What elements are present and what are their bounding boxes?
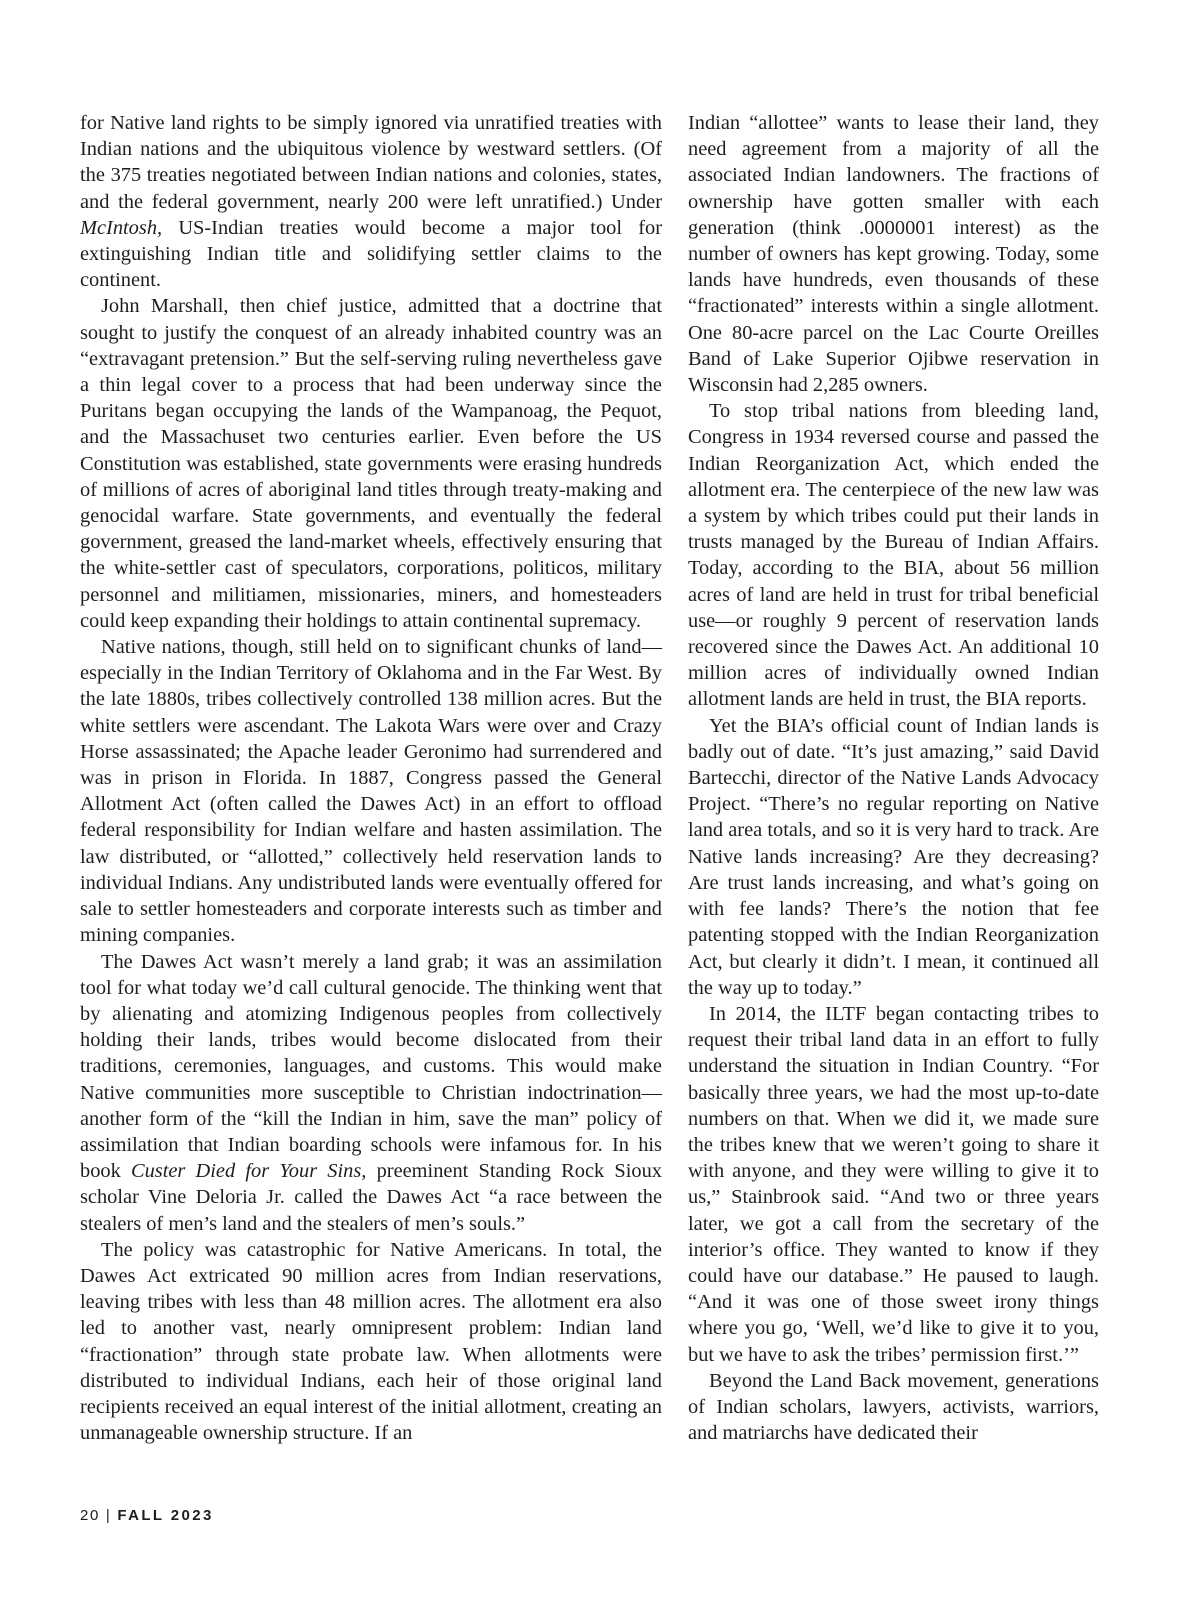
body-paragraph xyxy=(80,634,662,948)
body-paragraph xyxy=(688,398,1099,712)
page-footer xyxy=(80,1507,214,1524)
paragraph-text: The policy was catastrophic for Native Americans. In total, the Dawes Act extricated 90 million acres from Indian reservations, leaving tribes with less than 48 million acres. The allotment era also led to another vast, nearly omnipresent problem: Indian land “fractionation” through state probate law. When allotments were distributed to individual Indians, each heir of those original land recipients received an equal interest of the initial allotment, creating an unmanageable ownership structure. If an xyxy=(80,1238,662,1445)
paragraph-text: In 2014, the ILTF began contacting tribes to request their tribal land data in an effort to fully understand the situation in Indian Country. “For basically three years, we had the most up-to-date numbers on that. When we did it, we made sure the tribes knew that we weren’t going to share it with anyone, and they were willing to give it to us,” Stainbrook said. “And two or three years later, we got a call from the secretary of the interior’s office. They wanted to know if they could have our database.” He paused to laugh. “And it was one of those sweet irony things where you go, ‘Well, we’d like to give it to you, but we have to ask the tribes’ permission first.’” xyxy=(688,1002,1099,1366)
body-paragraph xyxy=(688,110,1099,398)
italic-title-text: McIntosh, xyxy=(80,216,163,239)
body-paragraph xyxy=(80,293,662,634)
body-paragraph xyxy=(80,949,662,1237)
paragraph-text: for Native land rights to be simply ignored via unratified treaties with Indian nations and the ubiquitous violence by westward settlers. (Of the 375 treaties negotiated between Indian nations and colonies, states, and the federal government, nearly 200 were left unratified.) Under xyxy=(80,112,662,213)
paragraph-text: Native nations, though, still held on to significant chunks of land—especially in the Indian Territory of Oklahoma and in the Far West. By the late 1880s, tribes collectively controlled 138 million acres. But the white settlers were ascendant. The Lakota Wars were over and Crazy Horse assassinated; the Apache leader Geronimo had surrendered and was in prison in Florida. In 1887, Congress passed the General Allotment Act (often called the Dawes Act) in an effort to offload federal responsibility for Indian welfare and hasten assimilation. The law distributed, or “allotted,” collectively held reservation lands to individual Indians. Any undistributed lands were eventually offered for sale to settler homesteaders and corporate interests such as timber and mining companies. xyxy=(80,636,662,947)
page-number: 20 xyxy=(80,1507,100,1524)
paragraph-text: US-Indian treaties would become a major tool for extinguishing Indian title and solidifying settler claims to the continent. xyxy=(80,216,662,292)
body-paragraph xyxy=(688,1368,1099,1447)
body-paragraph xyxy=(688,1001,1099,1368)
body-paragraph xyxy=(80,110,662,293)
paragraph-text: John Marshall, then chief justice, admitted that a doctrine that sought to justify the conquest of an already inhabited country was an “extravagant pretension.” But the self-serving ruling nevertheless gave a thin legal cover to a process that had been underway since the Puritans began occupying the lands of the Wampanoag, the Pequot, and the Massachuset two centuries earlier. Even before the US Constitution was established, state governments were erasing hundreds of millions of acres of aboriginal land titles through treaty-making and genocidal warfare. State governments, and eventually the federal government, greased the land-market wheels, effectively ensuring that the white-settler cast of speculators, corporations, politicos, military personnel and militiamen, missionaries, miners, and homesteaders could keep expanding their holdings to attain continental supremacy. xyxy=(80,295,662,632)
paragraph-text: Beyond the Land Back movement, generations of Indian scholars, lawyers, activists, warriors, and matriarchs have dedicated their xyxy=(688,1369,1099,1445)
right-text-column xyxy=(688,110,1099,1446)
paragraph-text: The Dawes Act wasn’t merely a land grab; it was an assimilation tool for what today we’d call cultural genocide. The thinking went that by alienating and atomizing Indigenous peoples from collectively holding their lands, tribes would become dislocated from their traditions, ceremonies, languages, and customs. This would make Native communities more susceptible to Christian indoctrination—another form of the “kill the Indian in him, save the man” policy of assimilation that Indian boarding schools were infamous for. In his book xyxy=(80,950,662,1183)
issue-label: FALL 2023 xyxy=(117,1507,214,1524)
paragraph-text: Indian “allottee” wants to lease their land, they need agreement from a majority of all the associated Indian landowners. The fractions of ownership have gotten smaller with each generation (think .0000001 interest) as the number of owners has kept growing. Today, some lands have hundreds, even thousands of these “fractionated” interests within a single allotment. One 80-acre parcel on the Lac Courte Oreilles Band of Lake Superior Ojibwe reservation in Wisconsin had 2,285 owners. xyxy=(688,112,1099,397)
paragraph-text: Yet the BIA’s official count of Indian lands is badly out of date. “It’s just amazing,” said David Bartecchi, director of the Native Lands Advocacy Project. “There’s no regular reporting on Native land area totals, and so it is very hard to track. Are Native lands increasing? Are they decreasing? Are trust lands increasing, and what’s going on with fee lands? There’s the notion that fee patenting stopped with the Indian Reorganization Act, but clearly it didn’t. I mean, it continued all the way up to today.” xyxy=(688,714,1099,999)
paragraph-text: To stop tribal nations from bleeding land, Congress in 1934 reversed course and passed the Indian Reorganization Act, which ended the allotment era. The centerpiece of the new law was a system by which tribes could put their lands in trusts managed by the Bureau of Indian Affairs. Today, according to the BIA, about 56 million acres of land are held in trust for tribal beneficial use—or roughly 9 percent of reservation lands recovered since the Dawes Act. An additional 10 million acres of individually owned Indian allotment lands are held in trust, the BIA reports. xyxy=(688,400,1099,711)
body-paragraph xyxy=(80,1237,662,1447)
italic-title-text: Custer Died for Your Sins, xyxy=(130,1160,367,1183)
footer-separator: | xyxy=(105,1507,112,1524)
left-text-column xyxy=(80,110,662,1446)
body-paragraph xyxy=(688,713,1099,1001)
paragraph-text: preeminent Standing Rock Sioux scholar Vine Deloria Jr. called the Dawes Act “a race between the stealers of men’s land and the stealers of men’s souls.” xyxy=(80,1160,662,1235)
